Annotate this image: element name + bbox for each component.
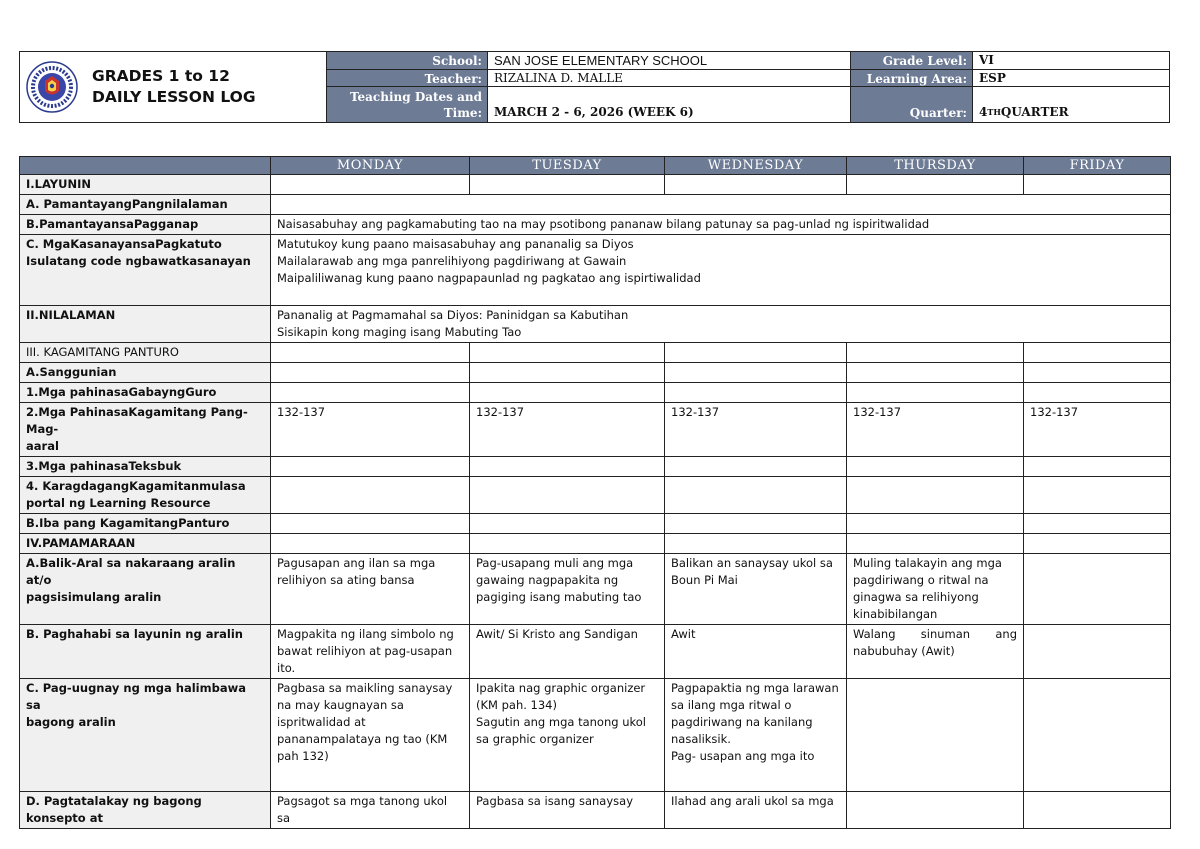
pag-uugnay-thursday xyxy=(847,679,1024,792)
cell-line: Pagpapaktia ng mga larawan xyxy=(671,681,839,695)
cell-line: Pag-usapang muli ang mga xyxy=(476,556,634,570)
kasanayan-text xyxy=(271,235,1171,306)
cell-line: ginagwa sa relihiyong xyxy=(853,590,979,604)
table-row xyxy=(20,175,1171,195)
cell-line: gawaing nagpapakita ng xyxy=(476,573,619,587)
table-row xyxy=(20,195,1171,215)
cell-line: pagdiriwang o ritwal na xyxy=(853,573,989,587)
cell-line: pagiging isang mabuting tao xyxy=(476,590,642,604)
paghahabi-tuesday xyxy=(470,625,665,679)
table-cell xyxy=(847,457,1024,477)
table-row xyxy=(20,792,1171,829)
table-cell xyxy=(271,477,470,514)
table-cell xyxy=(271,175,470,195)
table-cell xyxy=(847,477,1024,514)
cell-line: nasaliksik. xyxy=(671,732,731,746)
header-corner-cell xyxy=(20,157,271,175)
cell-line: sa ilang mga ritwal o xyxy=(671,698,792,712)
cell-line: nabubuhay (Awit) xyxy=(853,644,955,658)
day-header-thursday: THURSDAY xyxy=(847,157,1024,175)
table-row xyxy=(20,534,1171,554)
cell-line: Boun Pi Mai xyxy=(671,573,738,587)
row-label-nilalaman: II.NILALAMAN xyxy=(20,306,271,343)
table-cell xyxy=(470,457,665,477)
cell-line: Pag- usapan ang mga ito xyxy=(671,749,815,763)
table-cell xyxy=(1024,175,1171,195)
row-label-kasanayan xyxy=(20,235,271,306)
cell-line: pah 132) xyxy=(277,749,329,763)
paghahabi-friday xyxy=(1024,625,1171,679)
cell-line: Walang sinuman ang xyxy=(853,627,1017,641)
table-header-row xyxy=(20,157,1171,175)
table-cell xyxy=(1024,383,1171,403)
header-title xyxy=(92,66,256,108)
header-title-line2: DAILY LESSON LOG xyxy=(92,88,256,106)
cell-line: Awit xyxy=(671,627,696,641)
pag-uugnay-wednesday xyxy=(665,679,847,792)
cell-line: Ipakita nag graphic organizer xyxy=(476,681,646,695)
table-cell xyxy=(1024,534,1171,554)
row-label-paghahabi: B. Paghahabi sa layunin ng aralin xyxy=(20,625,271,679)
table-cell xyxy=(470,363,665,383)
pag-uugnay-line2: bagong aralin xyxy=(26,715,116,729)
table-cell xyxy=(847,175,1024,195)
learning-area-label: Learning Area: xyxy=(851,70,973,87)
table-cell xyxy=(847,363,1024,383)
cell-line: sa graphic organizer xyxy=(476,732,594,746)
table-row xyxy=(20,477,1171,514)
quarter-label: Quarter: xyxy=(851,87,973,122)
table-cell xyxy=(665,343,847,363)
quarter-text: QUARTER xyxy=(1000,105,1069,119)
table-cell xyxy=(1024,343,1171,363)
school-value: SAN JOSE ELEMENTARY SCHOOL xyxy=(488,52,851,70)
pag-uugnay-monday xyxy=(271,679,470,792)
table-cell xyxy=(665,534,847,554)
table-cell xyxy=(271,457,470,477)
nilalaman-line: Sisikapin kong maging isang Mabuting Tao xyxy=(277,325,522,339)
table-cell xyxy=(470,514,665,534)
cell-line: ito. xyxy=(277,661,296,675)
grade-level-value: VI xyxy=(973,52,1169,70)
page-range-friday: 132-137 xyxy=(1024,403,1171,457)
table-row xyxy=(20,514,1171,534)
cell-line: Magpakita ng ilang simbolo ng xyxy=(277,627,454,641)
table-cell xyxy=(847,343,1024,363)
table-row xyxy=(20,343,1171,363)
table-row xyxy=(20,383,1171,403)
day-header-wednesday: WEDNESDAY xyxy=(665,157,847,175)
row-label-pamantayang-nilalaman: A. PamantayangPangnilalaman xyxy=(20,195,271,215)
page-range-monday: 132-137 xyxy=(271,403,470,457)
pagtatalakay-friday xyxy=(1024,792,1171,829)
row-label-balik-aral xyxy=(20,554,271,625)
teaching-dates-label-line2: Time: xyxy=(443,105,482,120)
pag-uugnay-tuesday xyxy=(470,679,665,792)
table-cell xyxy=(271,534,470,554)
teacher-value: RIZALINA D. MALLE xyxy=(488,70,851,87)
table-cell xyxy=(665,175,847,195)
karagdagang-line1: 4. KaragdagangKagamitanmulasa xyxy=(26,479,246,493)
pagtatalakay-wednesday: Ilahad ang arali ukol sa mga xyxy=(665,792,847,829)
cell-line: Sagutin ang mga tanong ukol xyxy=(476,715,646,729)
cell-line: pagdiriwang na kanilang xyxy=(671,715,813,729)
header-title-area xyxy=(20,52,327,122)
quarter-value xyxy=(973,87,1169,122)
day-header-friday: FRIDAY xyxy=(1024,157,1171,175)
school-label: School: xyxy=(327,52,488,70)
table-cell xyxy=(1024,457,1171,477)
row-label-gabay-guro: 1.Mga pahinasaGabayngGuro xyxy=(20,383,271,403)
row-label-karagdagang xyxy=(20,477,271,514)
table-cell xyxy=(470,343,665,363)
table-cell xyxy=(271,363,470,383)
teaching-dates-value: MARCH 2 - 6, 2026 (WEEK 6) xyxy=(488,87,851,122)
paghahabi-wednesday xyxy=(665,625,847,679)
table-row xyxy=(20,235,1171,306)
pagtatalakay-monday: Pagsagot sa mga tanong ukol sa xyxy=(271,792,470,829)
cell-line: Balikan an sanaysay ukol sa xyxy=(671,556,833,570)
table-row xyxy=(20,554,1171,625)
cell-line: Awit/ Si Kristo ang Sandigan xyxy=(476,627,638,641)
header-title-line1: GRADES 1 to 12 xyxy=(92,67,230,85)
table-cell xyxy=(1024,514,1171,534)
cell-line: pananampalataya ng tao (KM xyxy=(277,732,448,746)
lesson-log-table xyxy=(19,156,1171,829)
day-header-tuesday: TUESDAY xyxy=(470,157,665,175)
learning-area-value: ESP xyxy=(973,70,1169,87)
table-cell xyxy=(847,534,1024,554)
pagtatalakay-thursday xyxy=(847,792,1024,829)
row-label-sanggunian: A.Sanggunian xyxy=(20,363,271,383)
table-cell xyxy=(847,383,1024,403)
kasanayan-line: Matutukoy kung paano maisasabuhay ang pananalig sa Diyos xyxy=(277,237,634,251)
paghahabi-monday xyxy=(271,625,470,679)
balik-aral-line1: A.Balik-Aral sa nakaraang aralin at/o xyxy=(26,556,236,587)
paghahabi-thursday xyxy=(847,625,1024,679)
grade-level-label: Grade Level: xyxy=(851,52,973,70)
balik-aral-thursday xyxy=(847,554,1024,625)
row-label-kagamitang-magaaral xyxy=(20,403,271,457)
row-label-pamantayan-pagganap: B.PamantayansaPagganap xyxy=(20,215,271,235)
row-label-pamamaraan: IV.PAMAMARAAN xyxy=(20,534,271,554)
nilalaman-line: Pananalig at Pagmamahal sa Diyos: Paninidgan sa Kabutihan xyxy=(277,308,629,322)
header-info-grid xyxy=(327,52,1169,122)
table-cell xyxy=(271,383,470,403)
row-label-kagamitan: III. KAGAMITANG PANTURO xyxy=(20,343,271,363)
table-row xyxy=(20,625,1171,679)
table-cell xyxy=(847,514,1024,534)
row-label-layunin: I.LAYUNIN xyxy=(20,175,271,195)
row-label-pag-uugnay xyxy=(20,679,271,792)
table-cell xyxy=(470,175,665,195)
balik-aral-friday xyxy=(1024,554,1171,625)
cell-line: (KM pah. 134) xyxy=(476,698,557,712)
table-row xyxy=(20,306,1171,343)
day-header-monday: MONDAY xyxy=(271,157,470,175)
balik-aral-tuesday xyxy=(470,554,665,625)
karagdagang-line2: portal ng Learning Resource xyxy=(26,496,211,510)
table-cell xyxy=(665,457,847,477)
table-row xyxy=(20,403,1171,457)
table-row xyxy=(20,679,1171,792)
page-range-wednesday: 132-137 xyxy=(665,403,847,457)
page-range-thursday: 132-137 xyxy=(847,403,1024,457)
balik-aral-line2: pagsisimulang aralin xyxy=(26,590,162,604)
teaching-dates-label-line1: Teaching Dates and xyxy=(349,89,482,104)
table-cell xyxy=(470,477,665,514)
pagtatalakay-tuesday: Pagbasa sa isang sanaysay xyxy=(470,792,665,829)
teacher-label: Teacher: xyxy=(327,70,488,87)
row-label-iba-pang: B.Iba pang KagamitangPanturo xyxy=(20,514,271,534)
table-cell xyxy=(271,343,470,363)
cell-line: Pagusapan ang ilan sa mga xyxy=(277,556,436,570)
table-row xyxy=(20,457,1171,477)
row-label-teksbuk: 3.Mga pahinasaTeksbuk xyxy=(20,457,271,477)
table-cell xyxy=(665,477,847,514)
table-cell xyxy=(1024,363,1171,383)
pag-uugnay-line1: C. Pag-uugnay ng mga halimbawa sa xyxy=(26,681,246,712)
table-cell xyxy=(271,195,1171,215)
kasanayan-line: Mailalarawab ang mga panrelihiyong pagdiriwang at Gawain xyxy=(277,254,627,268)
table-row xyxy=(20,215,1171,235)
table-cell xyxy=(470,383,665,403)
cell-line: ispritwalidad at xyxy=(277,715,366,729)
table-cell xyxy=(665,383,847,403)
cell-line: kinabibilangan xyxy=(853,607,938,621)
deped-seal-icon xyxy=(26,61,78,113)
quarter-number: 4 xyxy=(979,105,988,119)
table-cell xyxy=(665,363,847,383)
balik-aral-wednesday xyxy=(665,554,847,625)
cell-line: Pagbasa sa maikling sanaysay xyxy=(277,681,453,695)
kasanayan-label-line2: Isulatang code ngbawatkasanayan xyxy=(26,254,251,268)
cell-line: relihiyon sa ating bansa xyxy=(277,573,415,587)
cell-line: na may kaugnayan sa xyxy=(277,698,404,712)
teaching-dates-label xyxy=(327,87,488,122)
kagamitang-magaaral-line1: 2.Mga PahinasaKagamitang Pang-Mag- xyxy=(26,405,248,436)
cell-line: Muling talakayin ang mga xyxy=(853,556,1002,570)
cell-line: bawat relihiyon at pag-usapan xyxy=(277,644,453,658)
pamantayan-pagganap-text: Naisasabuhay ang pagkamabuting tao na may psotibong pananaw bilang patunay sa pag-unlad ng ispiritwalidad xyxy=(271,215,1171,235)
page-range-tuesday: 132-137 xyxy=(470,403,665,457)
table-row xyxy=(20,363,1171,383)
pag-uugnay-friday xyxy=(1024,679,1171,792)
table-cell xyxy=(271,514,470,534)
quarter-suffix: TH xyxy=(987,107,1001,117)
row-label-pagtatalakay: D. Pagtatalakay ng bagong konsepto at xyxy=(20,792,271,829)
table-cell xyxy=(1024,477,1171,514)
nilalaman-text xyxy=(271,306,1171,343)
kasanayan-line: Maipaliliwanag kung paano nagpapaunlad ng pagkatao ang ispirtiwalidad xyxy=(277,271,701,285)
kagamitang-magaaral-line2: aaral xyxy=(26,439,59,453)
header-block xyxy=(19,51,1170,123)
table-cell xyxy=(665,514,847,534)
table-cell xyxy=(470,534,665,554)
balik-aral-monday xyxy=(271,554,470,625)
kasanayan-label-line1: C. MgaKasanayansaPagkatuto xyxy=(26,237,222,251)
